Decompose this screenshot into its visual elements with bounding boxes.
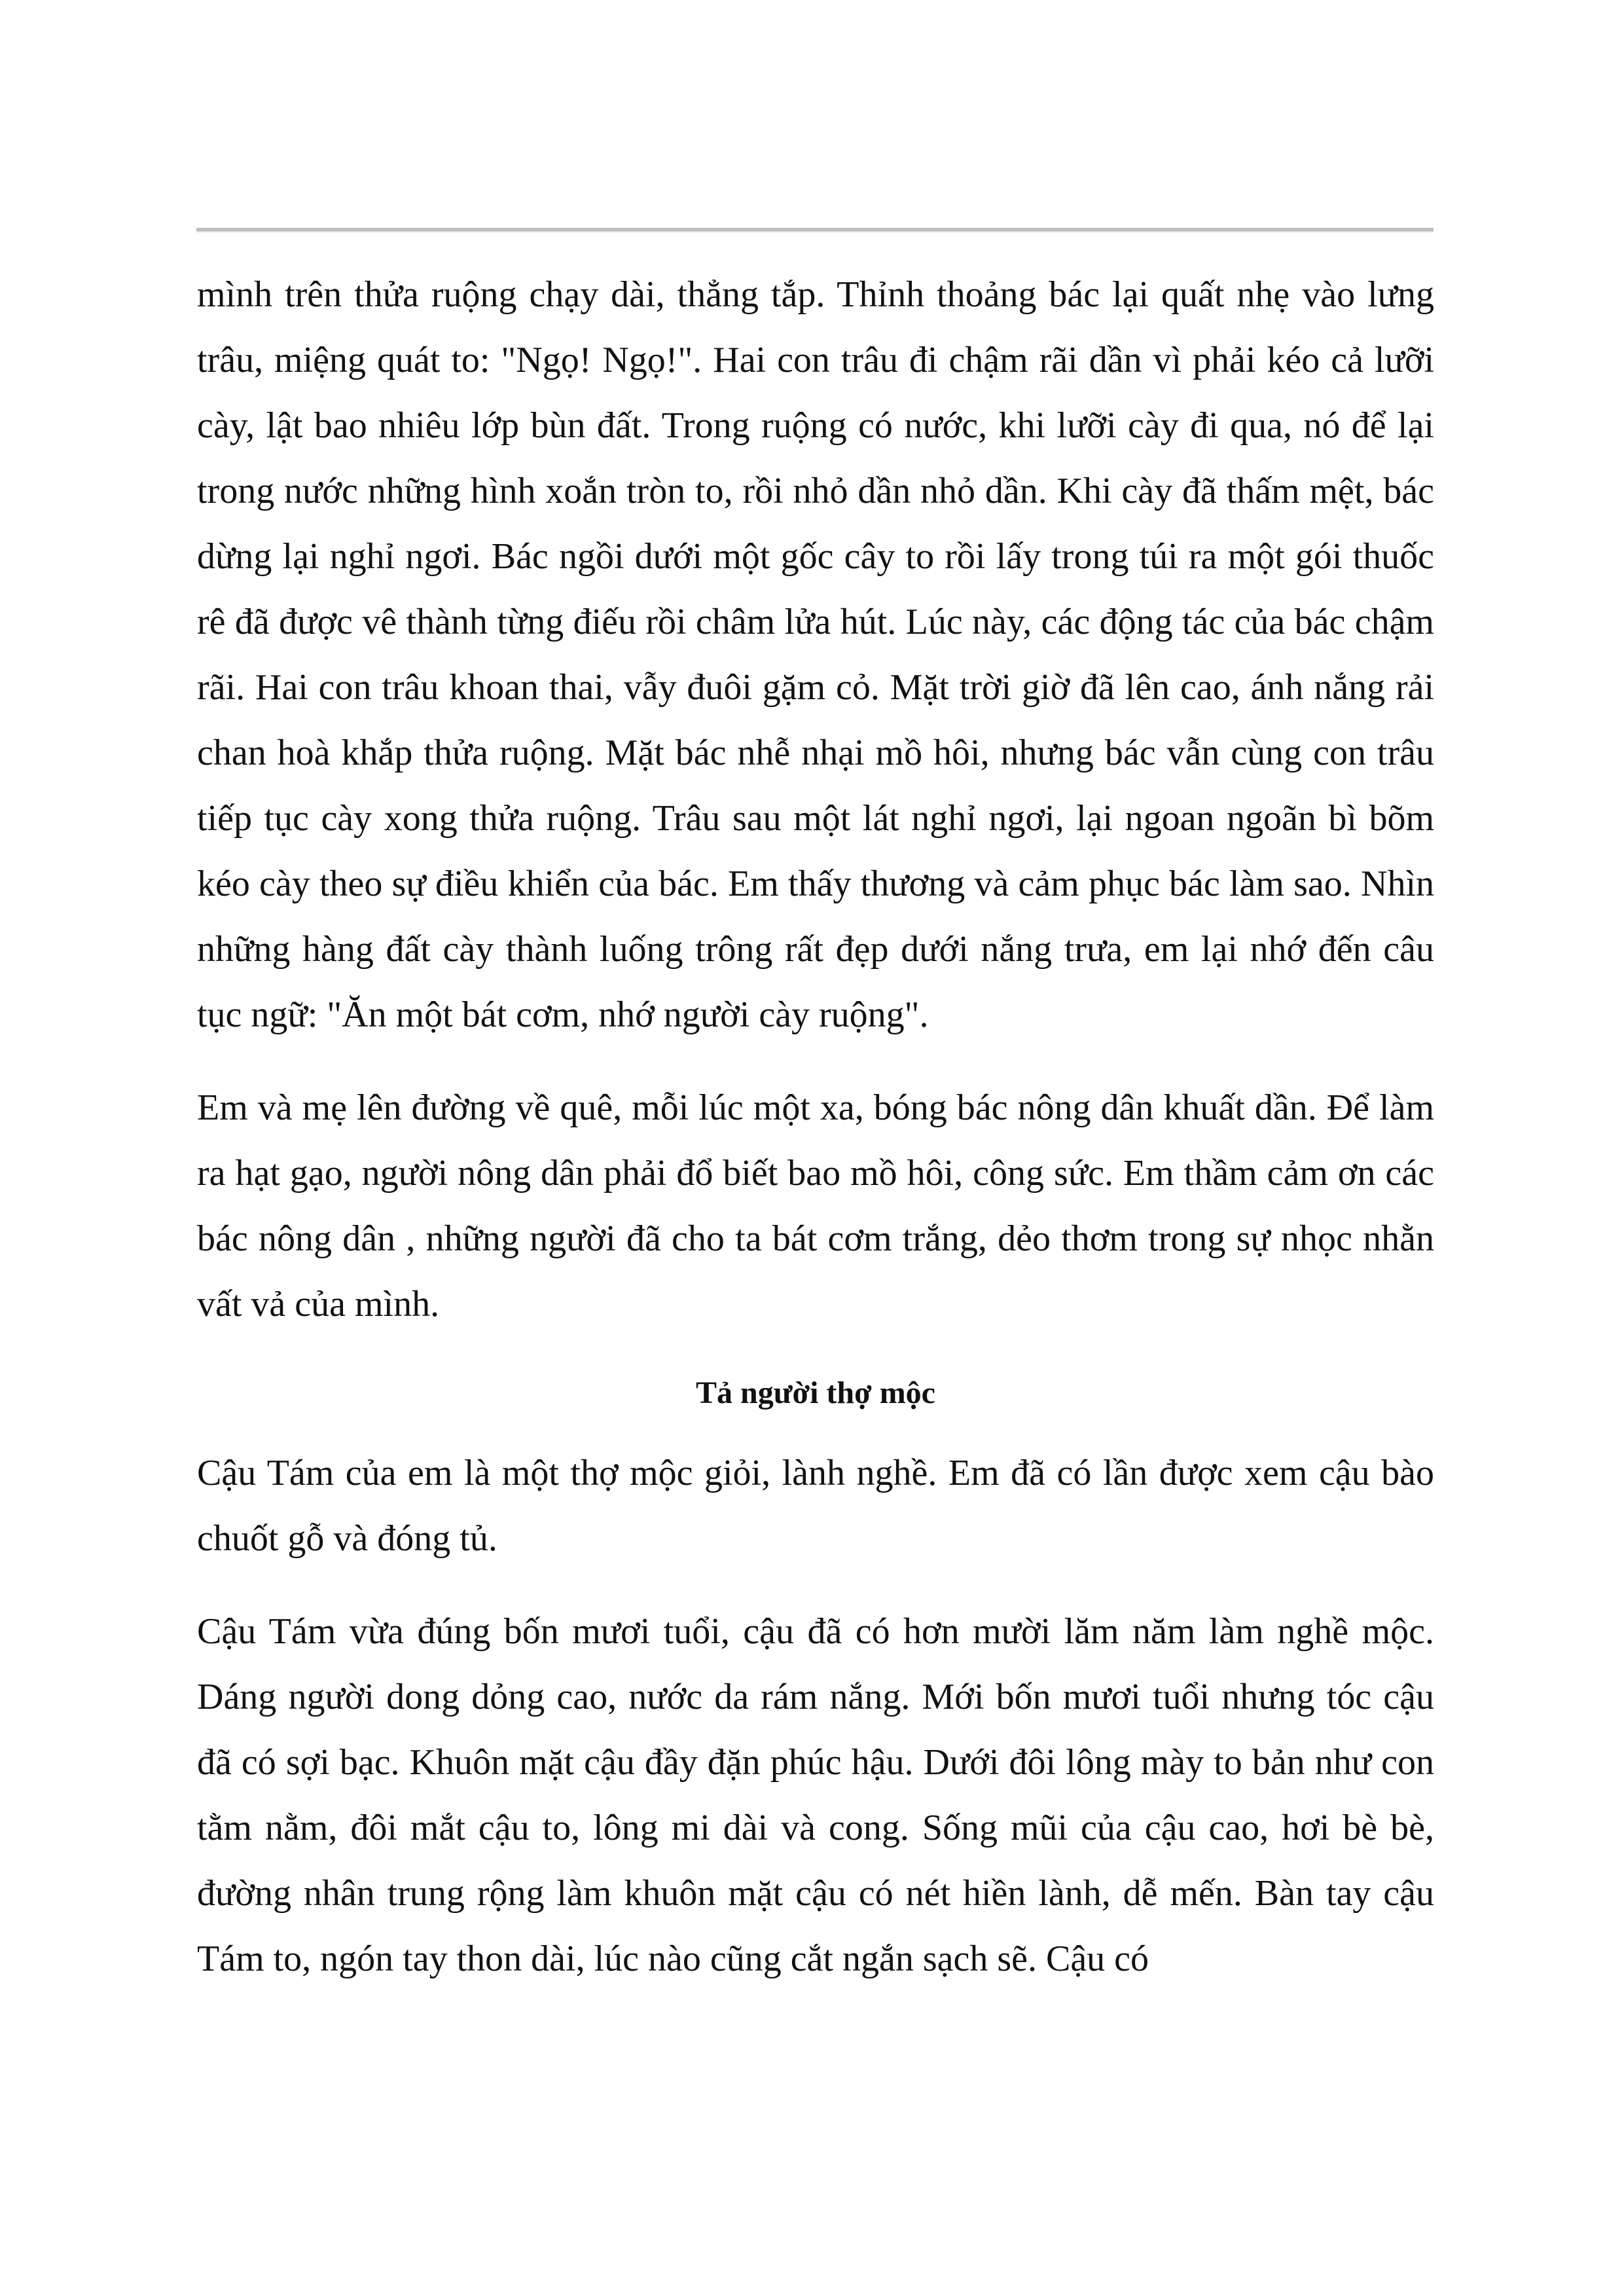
header-divider [196,228,1434,232]
paragraph-carpenter-description: Cậu Tám vừa đúng bốn mươi tuổi, cậu đã có hơn mười lăm năm làm nghề mộc. Dáng người dong dỏng cao, nước da rám nắng. Mới bốn mươi tuổi nhưng tóc cậu đã có sợi bạc. Khuôn mặt cậu đầy đặn phúc hậu. Dưới đôi lông mày to bản như con tằm nằm, đôi mắt cậu to, lông mi dài và cong. Sống mũi của cậu cao, hơi bè bè, đường nhân trung rộng làm khuôn mặt cậu có nét hiền lành, dễ mến. Bàn tay cậu Tám to, ngón tay thon dài, lúc nào cũng cắt ngắn sạch sẽ. Cậu có [197,1611,1434,1979]
paragraph-plowing: mình trên thửa ruộng chạy dài, thẳng tắp. Thỉnh thoảng bác lại quất nhẹ vào lưng trâu, miệng quát to: "Ngọ! Ngọ!". Hai con trâu đi chậm rãi dần vì phải kéo cả lưỡi cày, lật bao nhiêu lớp bùn đất. Trong ruộng có nước, khi lưỡi cày đi qua, nó để lại trong nước những hình xoắn tròn to, rồi nhỏ dần nhỏ dần. Khi cày đã thấm mệt, bác dừng lại nghỉ ngơi. Bác ngồi dưới một gốc cây to rồi lấy trong túi ra một gói thuốc rê đã được vê thành từng điếu rồi châm lửa hút. Lúc này, các động tác của bác chậm rãi. Hai con trâu khoan thai, vẫy đuôi gặm cỏ. Mặt trời giờ đã lên cao, ánh nắng rải chan hoà khắp thửa ruộng. Mặt bác nhễ nhại mồ hôi, nhưng bác vẫn cùng con trâu tiếp tục cày xong thửa ruộng. Trâu sau một lát nghỉ ngơi, lại ngoan ngoãn bì bõm kéo cày theo sự điều khiển của bác. Em thấy thương và cảm phục bác làm sao. Nhìn những hàng đất cày thành luống trông rất đẹp dưới nắng trưa, em lại nhớ đến câu tục ngữ: "Ăn một bát cơm, nhớ người cày ruộng". [197,274,1434,1035]
paragraph-conclusion: Em và mẹ lên đường về quê, mỗi lúc một xa, bóng bác nông dân khuất dần. Để làm ra hạt gạo, người nông dân phải đổ biết bao mồ hôi, công sức. Em thầm cảm ơn các bác nông dân , những người đã cho ta bát cơm trắng, dẻo thơm trong sự nhọc nhằn vất vả của mình. [197,1087,1434,1324]
document-body [197,262,1434,1992]
paragraph-intro-carpenter: Cậu Tám của em là một thợ mộc giỏi, lành nghề. Em đã có lần được xem cậu bào chuốt gỗ và đóng tủ. [197,1453,1434,1559]
section-heading: Tả người thợ mộc [696,1376,935,1410]
